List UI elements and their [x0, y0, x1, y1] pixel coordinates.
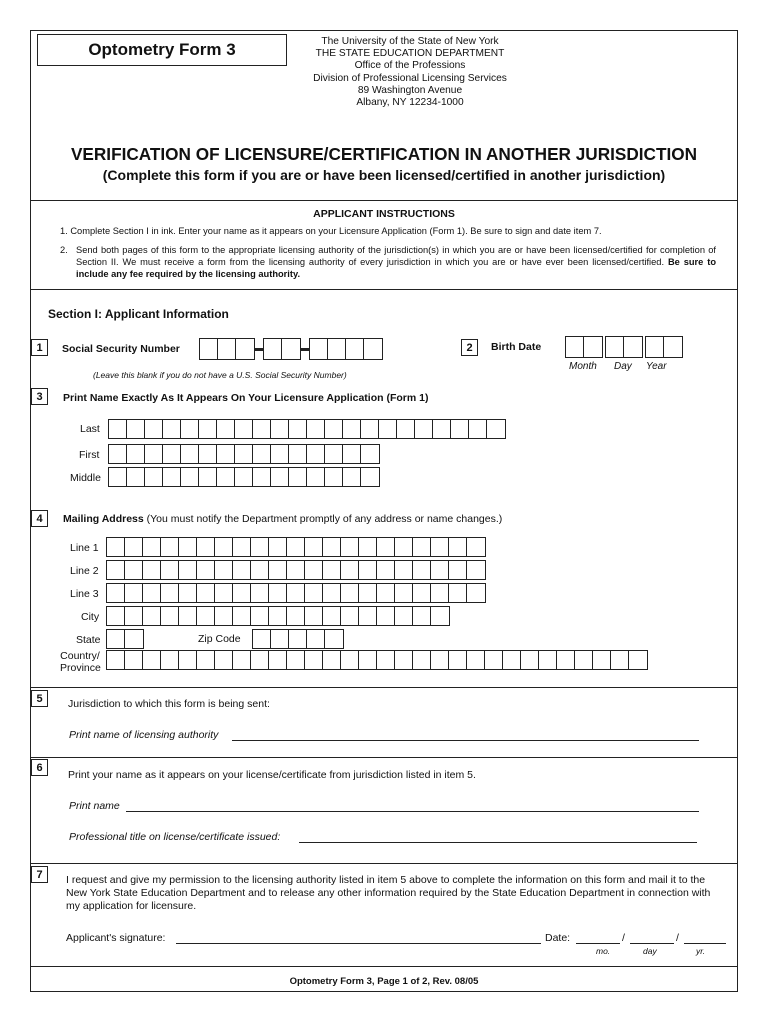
professional-title-input[interactable]: [299, 842, 697, 843]
char-box[interactable]: [305, 607, 323, 625]
month-caption: Month: [569, 361, 597, 372]
char-box[interactable]: [197, 584, 215, 602]
char-box[interactable]: [377, 584, 395, 602]
birth-day[interactable]: [605, 336, 643, 358]
char-box[interactable]: [251, 538, 269, 556]
char-box[interactable]: [325, 468, 343, 486]
char-box[interactable]: [287, 584, 305, 602]
char-box[interactable]: [449, 584, 467, 602]
instructions-heading: APPLICANT INSTRUCTIONS: [313, 208, 455, 220]
char-box[interactable]: [145, 468, 163, 486]
char-box[interactable]: [251, 561, 269, 579]
last-name-input[interactable]: [108, 419, 506, 439]
char-box[interactable]: [269, 651, 287, 669]
instruction-2-number: 2.: [60, 245, 68, 255]
state-input[interactable]: [106, 629, 144, 649]
agency-line: The University of the State of New York: [321, 36, 499, 47]
address-line-3-input[interactable]: [106, 583, 486, 603]
ssn-note: (Leave this blank if you do not have a U.S. Social Security Number): [93, 370, 347, 380]
char-box[interactable]: [343, 468, 361, 486]
char-box[interactable]: [431, 584, 449, 602]
divider: [30, 966, 738, 967]
char-box[interactable]: [179, 538, 197, 556]
agency-line: 89 Washington Avenue: [357, 84, 463, 96]
char-box[interactable]: [125, 561, 143, 579]
char-box[interactable]: [305, 561, 323, 579]
char-box[interactable]: [395, 651, 413, 669]
char-box[interactable]: [359, 607, 377, 625]
ssn-part-3[interactable]: [309, 338, 383, 360]
char-box[interactable]: [593, 651, 611, 669]
item-4-number: 4: [31, 510, 48, 527]
char-box[interactable]: [161, 607, 179, 625]
agency-line: Office of the Professions: [354, 60, 466, 72]
char-box[interactable]: [233, 607, 251, 625]
char-box[interactable]: [163, 445, 181, 463]
char-box[interactable]: [341, 561, 359, 579]
item-6-number: 6: [31, 759, 48, 776]
char-box[interactable]: [125, 651, 143, 669]
char-box[interactable]: [307, 420, 325, 438]
char-box[interactable]: [377, 651, 395, 669]
mailing-address-note: (You must notify the Department promptly of any address or name changes.): [143, 513, 503, 525]
char-box[interactable]: [179, 607, 197, 625]
first-name-input[interactable]: [108, 444, 380, 464]
char-box[interactable]: [305, 538, 323, 556]
char-box[interactable]: [235, 468, 253, 486]
char-box[interactable]: [217, 468, 235, 486]
char-box[interactable]: [233, 584, 251, 602]
permission-text: I request and give my permission to the licensing authority listed in item 5 above to complete the information on this form and mail it to the New York State Education Department and to release any other information required by the State Education Department in connection with my application for licensure.: [66, 874, 711, 912]
address-line-2-input[interactable]: [106, 560, 486, 580]
char-box[interactable]: [109, 445, 127, 463]
divider: [30, 289, 738, 290]
char-box[interactable]: [343, 420, 361, 438]
mailing-address-label: [63, 513, 502, 525]
middle-name-label: Middle: [70, 472, 101, 484]
char-box[interactable]: [215, 538, 233, 556]
char-box[interactable]: [179, 561, 197, 579]
char-box[interactable]: [359, 561, 377, 579]
page-footer: Optometry Form 3, Page 1 of 2, Rev. 08/05: [289, 976, 479, 987]
char-box[interactable]: [325, 630, 343, 648]
state-label: State: [76, 634, 101, 646]
char-box[interactable]: [253, 445, 271, 463]
char-box[interactable]: [361, 468, 379, 486]
char-box[interactable]: [451, 420, 469, 438]
char-box[interactable]: [395, 584, 413, 602]
char-box[interactable]: [413, 584, 431, 602]
char-box[interactable]: [107, 584, 125, 602]
birth-date-label: Birth Date: [491, 341, 542, 353]
char-box[interactable]: [163, 468, 181, 486]
char-box[interactable]: [271, 630, 289, 648]
first-name-label: First: [79, 449, 100, 461]
char-box[interactable]: [181, 420, 199, 438]
char-box[interactable]: [521, 651, 539, 669]
country-label-line: Country/: [60, 650, 100, 662]
char-box[interactable]: [359, 651, 377, 669]
char-box[interactable]: [325, 420, 343, 438]
char-box[interactable]: [215, 561, 233, 579]
char-box[interactable]: [377, 607, 395, 625]
char-box[interactable]: [269, 584, 287, 602]
char-box[interactable]: [377, 561, 395, 579]
date-month-input[interactable]: [576, 943, 620, 944]
char-box[interactable]: [143, 538, 161, 556]
char-box[interactable]: [109, 420, 127, 438]
yr-caption: yr.: [696, 946, 706, 956]
char-box[interactable]: [323, 538, 341, 556]
char-box[interactable]: [359, 584, 377, 602]
char-box[interactable]: [253, 630, 271, 648]
char-box[interactable]: [251, 584, 269, 602]
birth-date-field[interactable]: [565, 336, 683, 358]
print-name-caption: Print name: [69, 800, 120, 812]
agency-line: THE STATE EDUCATION DEPARTMENT: [315, 48, 505, 60]
agency-line: Albany, NY 12234-1000: [356, 97, 464, 109]
char-box[interactable]: [199, 420, 217, 438]
char-box[interactable]: [343, 445, 361, 463]
city-label: City: [81, 611, 100, 623]
char-box[interactable]: [125, 538, 143, 556]
agency-line: Division of Professional Licensing Services: [313, 72, 507, 84]
instruction-2-bold: Be sure to include any fee required by the licensing authority.: [76, 256, 716, 279]
divider: [30, 687, 738, 688]
item-3-number: 3: [31, 388, 48, 405]
char-box[interactable]: [217, 420, 235, 438]
char-box[interactable]: [161, 561, 179, 579]
char-box[interactable]: [181, 445, 199, 463]
line-1-label: Line 1: [70, 542, 99, 554]
char-box[interactable]: [107, 561, 125, 579]
char-box[interactable]: [197, 538, 215, 556]
char-box[interactable]: [395, 607, 413, 625]
signature-label: Applicant's signature:: [66, 932, 166, 944]
professional-title-label: Professional title on license/certificate issued:: [69, 831, 281, 843]
char-box[interactable]: [307, 445, 325, 463]
char-box[interactable]: [611, 651, 629, 669]
char-box[interactable]: [323, 607, 341, 625]
char-box[interactable]: [143, 584, 161, 602]
char-box[interactable]: [287, 651, 305, 669]
zip-label: Zip Code: [198, 633, 241, 645]
char-box[interactable]: [341, 584, 359, 602]
char-box[interactable]: [143, 607, 161, 625]
ssn-part-2[interactable]: [263, 338, 301, 360]
char-box[interactable]: [449, 651, 467, 669]
char-box[interactable]: [289, 468, 307, 486]
country-input[interactable]: [106, 650, 648, 670]
birth-year[interactable]: [645, 336, 683, 358]
char-box[interactable]: [305, 651, 323, 669]
ssn-part-1[interactable]: [199, 338, 255, 360]
char-box[interactable]: [233, 561, 251, 579]
char-box[interactable]: [161, 584, 179, 602]
ssn-label: Social Security Number: [62, 343, 180, 355]
char-box[interactable]: [413, 561, 431, 579]
char-box[interactable]: [413, 538, 431, 556]
char-box[interactable]: [487, 420, 505, 438]
char-box[interactable]: [161, 651, 179, 669]
char-box[interactable]: [271, 468, 289, 486]
char-box[interactable]: [467, 561, 485, 579]
char-box[interactable]: [449, 561, 467, 579]
licensing-authority-label: Print name of licensing authority: [69, 729, 219, 741]
char-box[interactable]: [359, 538, 377, 556]
licensing-authority-input[interactable]: [232, 740, 699, 741]
char-box[interactable]: [163, 420, 181, 438]
char-box[interactable]: [431, 538, 449, 556]
char-box[interactable]: [361, 445, 379, 463]
char-box[interactable]: [125, 584, 143, 602]
char-box[interactable]: [469, 420, 487, 438]
mo-caption: mo.: [596, 946, 611, 956]
char-box[interactable]: [307, 468, 325, 486]
country-label: [60, 650, 100, 674]
birth-month[interactable]: [565, 336, 603, 358]
char-box[interactable]: [413, 607, 431, 625]
char-box[interactable]: [341, 607, 359, 625]
char-box[interactable]: [107, 607, 125, 625]
char-box[interactable]: [127, 445, 145, 463]
char-box[interactable]: [107, 538, 125, 556]
date-slash: /: [622, 932, 625, 944]
char-box[interactable]: [127, 420, 145, 438]
char-box[interactable]: [557, 651, 575, 669]
year-caption: Year: [646, 361, 667, 372]
form-title-text: Optometry Form 3: [88, 40, 236, 59]
char-box[interactable]: [431, 561, 449, 579]
print-name-label: Print Name Exactly As It Appears On Your Licensure Application (Form 1): [63, 392, 429, 404]
char-box[interactable]: [269, 538, 287, 556]
char-box[interactable]: [235, 445, 253, 463]
char-box[interactable]: [287, 561, 305, 579]
char-box[interactable]: [305, 584, 323, 602]
char-box[interactable]: [253, 468, 271, 486]
license-name-label: Print your name as it appears on your license/certificate from jurisdiction listed in item 5.: [68, 769, 476, 781]
divider: [30, 863, 738, 864]
char-box[interactable]: [431, 607, 449, 625]
section-1-title: Section I: Applicant Information: [48, 307, 229, 321]
item-7-number: 7: [31, 866, 48, 883]
char-box[interactable]: [325, 445, 343, 463]
mailing-address-bold: Mailing Address: [63, 513, 144, 525]
last-name-label: Last: [80, 423, 100, 435]
ssn-dash: [255, 348, 263, 351]
date-label: Date:: [545, 932, 571, 944]
char-box[interactable]: [503, 651, 521, 669]
char-box[interactable]: [181, 468, 199, 486]
line-3-label: Line 3: [70, 588, 99, 600]
date-day-input[interactable]: [630, 943, 674, 944]
char-box[interactable]: [199, 468, 217, 486]
license-name-input[interactable]: [126, 811, 699, 812]
city-input[interactable]: [106, 606, 450, 626]
instruction-1: 1. Complete Section I in ink. Enter your name as it appears on your Licensure Application (Form 1). Be sure to sign and date item 7.: [60, 226, 602, 236]
char-box[interactable]: [109, 468, 127, 486]
char-box[interactable]: [323, 561, 341, 579]
instruction-2-text: Send both pages of this form to the appropriate licensing authority of the jurisdiction(s) in which you are or have been licensed/certified for completion of Section II. We must receive a form from the licensing authority of every jurisdiction in which you are or have ever been licensed/certified.: [76, 245, 716, 267]
char-box[interactable]: [143, 651, 161, 669]
ssn-dash: [301, 348, 309, 351]
day-caption: Day: [614, 361, 632, 372]
char-box[interactable]: [269, 561, 287, 579]
char-box[interactable]: [251, 607, 269, 625]
agency-address: [290, 36, 530, 109]
char-box[interactable]: [215, 607, 233, 625]
char-box[interactable]: [485, 651, 503, 669]
char-box[interactable]: [415, 420, 433, 438]
char-box[interactable]: [361, 420, 379, 438]
char-box[interactable]: [271, 445, 289, 463]
char-box[interactable]: [307, 630, 325, 648]
char-box[interactable]: [289, 630, 307, 648]
char-box[interactable]: [217, 445, 235, 463]
char-box[interactable]: [575, 651, 593, 669]
sub-title: (Complete this form if you are or have been licensed/certified in another jurisdiction): [102, 167, 666, 183]
char-box[interactable]: [539, 651, 557, 669]
char-box[interactable]: [179, 651, 197, 669]
char-box[interactable]: [395, 561, 413, 579]
char-box[interactable]: [271, 420, 289, 438]
char-box[interactable]: [413, 651, 431, 669]
address-line-1-input[interactable]: [106, 537, 486, 557]
middle-name-input[interactable]: [108, 467, 380, 487]
ssn-field[interactable]: [199, 338, 383, 360]
char-box[interactable]: [395, 538, 413, 556]
char-box[interactable]: [289, 420, 307, 438]
char-box[interactable]: [287, 538, 305, 556]
char-box[interactable]: [197, 561, 215, 579]
char-box[interactable]: [287, 607, 305, 625]
char-box[interactable]: [379, 420, 397, 438]
char-box[interactable]: [145, 420, 163, 438]
char-box[interactable]: [197, 607, 215, 625]
char-box[interactable]: [467, 584, 485, 602]
item-5-number: 5: [31, 690, 48, 707]
char-box[interactable]: [145, 445, 163, 463]
divider: [30, 757, 738, 758]
instruction-2: [76, 245, 716, 280]
char-box[interactable]: [253, 420, 271, 438]
form-title: [37, 34, 287, 66]
char-box[interactable]: [467, 538, 485, 556]
char-box[interactable]: [323, 584, 341, 602]
char-box[interactable]: [341, 538, 359, 556]
char-box[interactable]: [197, 651, 215, 669]
date-year-input[interactable]: [684, 943, 726, 944]
char-box[interactable]: [449, 538, 467, 556]
char-box[interactable]: [377, 538, 395, 556]
line-2-label: Line 2: [70, 565, 99, 577]
char-box[interactable]: [215, 584, 233, 602]
char-box[interactable]: [341, 651, 359, 669]
char-box[interactable]: [179, 584, 197, 602]
char-box[interactable]: [251, 651, 269, 669]
date-slash: /: [676, 932, 679, 944]
char-box[interactable]: [125, 607, 143, 625]
char-box[interactable]: [269, 607, 287, 625]
char-box[interactable]: [107, 630, 125, 648]
char-box[interactable]: [233, 538, 251, 556]
day-caption: day: [643, 946, 657, 956]
char-box[interactable]: [433, 420, 451, 438]
item-2-number: 2: [461, 339, 478, 356]
char-box[interactable]: [107, 651, 125, 669]
char-box[interactable]: [199, 445, 217, 463]
char-box[interactable]: [127, 468, 145, 486]
divider: [30, 200, 738, 201]
char-box[interactable]: [233, 651, 251, 669]
char-box[interactable]: [323, 651, 341, 669]
signature-input[interactable]: [176, 943, 541, 944]
main-title: VERIFICATION OF LICENSURE/CERTIFICATION IN ANOTHER JURISDICTION: [70, 144, 698, 164]
char-box[interactable]: [629, 651, 647, 669]
char-box[interactable]: [467, 651, 485, 669]
zip-code-input[interactable]: [252, 629, 344, 649]
jurisdiction-label: Jurisdiction to which this form is being sent:: [68, 698, 270, 710]
char-box[interactable]: [125, 630, 143, 648]
char-box[interactable]: [215, 651, 233, 669]
char-box[interactable]: [161, 538, 179, 556]
item-1-number: 1: [31, 339, 48, 356]
country-label-line: Province: [60, 662, 101, 674]
char-box[interactable]: [431, 651, 449, 669]
char-box[interactable]: [235, 420, 253, 438]
char-box[interactable]: [397, 420, 415, 438]
char-box[interactable]: [289, 445, 307, 463]
char-box[interactable]: [143, 561, 161, 579]
